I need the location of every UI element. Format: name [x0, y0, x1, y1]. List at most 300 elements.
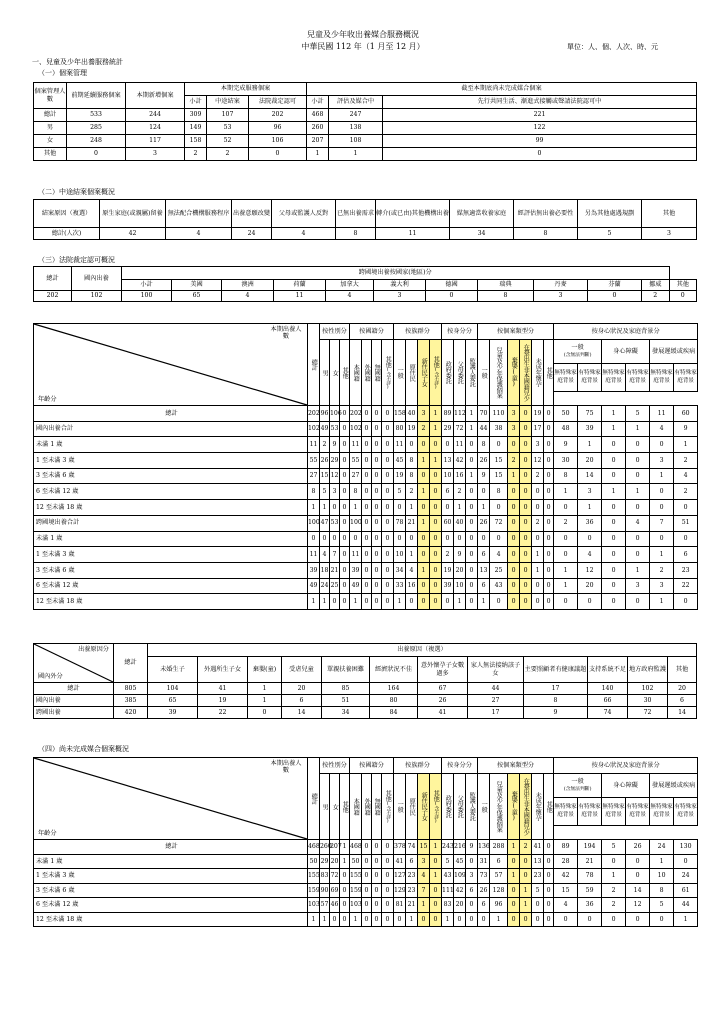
table-cell: 8	[490, 484, 508, 500]
table-cell: 1	[454, 594, 466, 610]
table-cell: 0	[340, 562, 350, 578]
cond-sub-header: 無特殊家庭背景	[554, 364, 578, 392]
table-cell: 19	[198, 695, 248, 707]
table-cell: 未滿 1 歲	[34, 531, 308, 547]
table-cell: 2	[520, 840, 532, 855]
table-cell: 0	[406, 437, 418, 453]
group-ethnicity: 按族群分	[394, 758, 442, 774]
table-cell: 13	[442, 453, 454, 469]
table-cell: 0	[544, 562, 554, 578]
table-cell: 國內出養合計	[34, 421, 308, 437]
table-cell: 0	[454, 912, 466, 927]
table-cell: 0	[418, 594, 430, 610]
country-header: 芬蘭	[588, 280, 642, 291]
table-cell: 158	[185, 135, 207, 148]
cond-delay: 發展遲緩或疾病	[650, 774, 698, 798]
table-cell: 12 至未滿 18 歲	[34, 500, 308, 516]
nationality-header: 無國籍	[372, 774, 382, 840]
table-cell: 0	[372, 437, 382, 453]
table-cell: 1	[350, 594, 362, 610]
identity-header: 監護人委託	[466, 774, 478, 840]
table-cell: 4	[272, 228, 336, 240]
table-cell: 80	[394, 421, 406, 437]
table-cell: 0	[362, 562, 372, 578]
table-cell: 244	[126, 109, 185, 122]
table-cell: 1	[674, 912, 698, 927]
table-cell: 5	[532, 883, 544, 898]
table-cell: 0	[508, 437, 520, 453]
table-cell: 0	[466, 547, 478, 563]
country-header: 美國	[172, 280, 222, 291]
table-cell: 36	[578, 515, 602, 531]
ethnicity-note: (含不詳)	[433, 367, 439, 390]
table-cell: 69	[330, 883, 340, 898]
table-cell: 6	[668, 695, 697, 707]
cond-sub-header: 有特殊家庭背景	[578, 798, 602, 826]
group-sex: 按性別分	[320, 758, 350, 774]
t2-header: 出養意願改變	[232, 200, 272, 228]
table-cell: 19	[442, 562, 454, 578]
table-cell: 0	[626, 854, 650, 869]
table-cell: 3	[650, 578, 674, 594]
table-cell: 1	[520, 898, 532, 913]
col-live: 先行共同生活、漸進式接觸或聲請法院認可中	[383, 96, 697, 109]
table-cell: 202	[249, 109, 307, 122]
table-cell: 0	[442, 531, 454, 547]
table-cell: 11	[350, 437, 362, 453]
table-cell: 0	[362, 912, 372, 927]
table-cell: 4	[650, 421, 674, 437]
table-cell: 140	[588, 683, 628, 695]
table-cell: 57	[320, 898, 330, 913]
table-cell: 0	[330, 594, 340, 610]
table-cell: 248	[67, 135, 126, 148]
type-header: 其他	[544, 340, 554, 406]
table-cell: 4	[166, 228, 232, 240]
table-cell: 0	[544, 594, 554, 610]
table-cell: 2	[642, 291, 670, 302]
table-cell: 0	[372, 912, 382, 927]
table-cell: 0	[382, 453, 394, 469]
col-abroad: 跨國境出養按國家(地區)分	[122, 267, 670, 280]
table-cell: 12	[626, 898, 650, 913]
table-cell: 女	[34, 135, 67, 148]
table-cell: 0	[340, 484, 350, 500]
table-cell: 0	[650, 531, 674, 547]
table-cell: 0	[544, 912, 554, 927]
table-cell: 207	[330, 840, 340, 855]
table-cell: 0	[478, 912, 490, 927]
table-cell: 149	[185, 122, 207, 135]
table-cell: 3	[418, 406, 430, 422]
table-cell: 0	[466, 484, 478, 500]
table-cell: 0	[372, 562, 382, 578]
table-cell: 260	[307, 122, 329, 135]
case-management-table	[33, 82, 697, 161]
col-total: 總計	[34, 267, 72, 291]
table-cell: 20	[454, 562, 466, 578]
table-row	[34, 453, 698, 469]
table-cell: 0	[383, 148, 697, 161]
cond-sub-header: 無特殊家庭背景	[602, 364, 626, 392]
table-cell: 247	[329, 109, 383, 122]
table-cell: 0	[382, 437, 394, 453]
table-cell: 0	[430, 898, 442, 913]
table-cell: 15	[490, 468, 508, 484]
cond-sub-header: 無特殊家庭背景	[650, 798, 674, 826]
table-cell: 72	[330, 869, 340, 884]
sub-1-heading: （一）個案管理	[38, 69, 87, 77]
table-cell: 159	[308, 883, 320, 898]
table-cell: 0	[382, 468, 394, 484]
t2-header: 媒無適當收養家庭	[450, 200, 514, 228]
table-cell: 42	[554, 869, 578, 884]
table-cell: 130	[674, 840, 698, 855]
table-cell: 0	[372, 406, 382, 422]
country-header: 荷蘭	[274, 280, 326, 291]
cond-disability: 身心障礙	[602, 774, 650, 798]
table-cell: 0	[544, 898, 554, 913]
table-cell: 155	[308, 869, 320, 884]
table-cell: 42	[454, 883, 466, 898]
table-cell: 0	[478, 484, 490, 500]
table-cell: 100	[122, 291, 172, 302]
country-header: 德國	[426, 280, 478, 291]
table-cell: 2	[508, 453, 520, 469]
table-cell: 51	[322, 695, 370, 707]
table-cell: 16	[454, 468, 466, 484]
table-cell: 60	[442, 515, 454, 531]
table-cell: 1	[248, 683, 282, 695]
table-cell: 15	[554, 883, 578, 898]
unit-label: 單位：人、個、人次、時、元	[567, 43, 658, 51]
table-cell: 2	[532, 515, 544, 531]
t5-header: 主要照顧者有健康議題	[524, 657, 588, 683]
table-cell: 0	[340, 547, 350, 563]
table-row	[34, 484, 698, 500]
table-cell: 27	[308, 468, 320, 484]
t2-header: 父母或監護人反對	[272, 200, 336, 228]
table-cell: 1	[418, 898, 430, 913]
table-cell: 0	[508, 854, 520, 869]
table-cell: 4	[490, 547, 508, 563]
table-cell: 0	[382, 406, 394, 422]
table-cell: 0	[602, 453, 626, 469]
table-cell: 6	[490, 854, 508, 869]
table-cell: 0	[340, 578, 350, 594]
table-cell: 468	[307, 109, 329, 122]
table-cell: 0	[490, 531, 508, 547]
cond-sub-header: 有特殊家庭背景	[674, 364, 698, 392]
identity-header: 監護人委託	[466, 340, 478, 406]
table-cell: 29	[320, 854, 330, 869]
group-nationality: 按國籍分	[350, 324, 394, 340]
group-identity: 按身分分	[442, 758, 478, 774]
table-cell: 8	[554, 468, 578, 484]
table-cell: 1	[554, 562, 578, 578]
nationality-note: (含不詳)	[385, 367, 391, 390]
table-cell: 111	[442, 883, 454, 898]
table-cell: 51	[674, 515, 698, 531]
table-cell: 40	[406, 406, 418, 422]
country-header: 小計	[122, 280, 172, 291]
table-cell: 70	[478, 406, 490, 422]
table-cell: 13	[478, 562, 490, 578]
table-cell: 8	[478, 291, 534, 302]
table-cell: 72	[454, 421, 466, 437]
table-cell: 0	[394, 500, 406, 516]
table-cell: 0	[508, 531, 520, 547]
cond-general-note: (含無法判斷)	[563, 787, 592, 792]
table-cell: 50	[350, 854, 362, 869]
type-header: 未成年懷孕	[532, 774, 544, 840]
table-cell: 30	[628, 695, 668, 707]
table-cell: 0	[674, 531, 698, 547]
col-eval: 評估及媒合中	[329, 96, 383, 109]
table-cell: 0	[418, 468, 430, 484]
ethnicity-header: 一般	[394, 774, 406, 840]
table-cell: 24	[650, 840, 674, 855]
table-cell: 0	[442, 500, 454, 516]
table-cell: 1	[430, 453, 442, 469]
table-cell: 21	[578, 854, 602, 869]
table-cell: 10	[394, 547, 406, 563]
ethnicity-header: 原住民	[406, 774, 418, 840]
table-cell: 0	[430, 594, 442, 610]
table-cell: 202	[350, 406, 362, 422]
table-cell: 1	[650, 854, 674, 869]
table-cell: 10	[442, 468, 454, 484]
table-cell: 0	[490, 437, 508, 453]
table-cell: 44	[478, 421, 490, 437]
table-cell: 41	[418, 707, 468, 719]
ethnicity-note: (含不詳)	[433, 801, 439, 824]
group-type: 按個案類型分	[478, 758, 554, 774]
table-cell: 0	[532, 578, 544, 594]
table-cell: 43	[442, 869, 454, 884]
table-cell: 0	[430, 515, 442, 531]
sub-4-heading: （四）尚未完成媒合個案概況	[38, 745, 129, 753]
table-cell: 9	[454, 547, 466, 563]
col-court: 法院裁定認可	[249, 96, 307, 109]
table-cell: 117	[126, 135, 185, 148]
table-cell: 53	[330, 421, 340, 437]
table-cell: 0	[362, 840, 372, 855]
table-cell: 83	[320, 869, 330, 884]
table-cell: 1	[478, 594, 490, 610]
table-cell: 100	[308, 515, 320, 531]
table-cell: 0	[508, 883, 520, 898]
identity-header: 政府委託	[442, 340, 454, 406]
table-cell: 102	[308, 421, 320, 437]
table-cell: 122	[383, 122, 697, 135]
table-cell: 19	[394, 468, 406, 484]
table-cell: 0	[554, 500, 578, 516]
table-cell: 124	[126, 122, 185, 135]
corner-bottom: 年齡分	[38, 829, 57, 837]
table-cell: 0	[626, 437, 650, 453]
corner-top: 本期出養人數	[270, 760, 302, 775]
table-row	[34, 515, 698, 531]
table-cell: 108	[329, 135, 383, 148]
table-cell: 0	[602, 500, 626, 516]
table-cell: 3 至未滿 6 歲	[34, 883, 308, 898]
cond-general: 一般 (含無法判斷)	[554, 340, 602, 364]
section-1-heading: 一、兒童及少年出養服務統計	[32, 58, 123, 66]
table-cell: 0	[330, 912, 340, 927]
table-cell: 0	[330, 500, 340, 516]
sex-header: 女	[330, 340, 340, 406]
table-cell: 0	[650, 912, 674, 927]
adoption-reason-table	[33, 643, 697, 719]
table-cell: 55	[350, 453, 362, 469]
nationality-note: (含不詳)	[385, 801, 391, 824]
table-cell: 74	[406, 840, 418, 855]
table-cell: 0	[372, 578, 382, 594]
table-cell: 60	[674, 406, 698, 422]
table-cell: 61	[674, 883, 698, 898]
table-cell: 2	[442, 547, 454, 563]
table-cell: 0	[626, 531, 650, 547]
table-cell: 158	[394, 406, 406, 422]
table-cell: 55	[308, 453, 320, 469]
table-cell: 45	[394, 453, 406, 469]
table-cell: 3 至未滿 6 歲	[34, 468, 308, 484]
table-cell: 0	[520, 500, 532, 516]
t5-header: 意外懷孕子女數過多	[418, 657, 468, 683]
table-cell: 4	[578, 547, 602, 563]
table-cell: 3	[508, 421, 520, 437]
table-cell: 0	[394, 912, 406, 927]
table-cell: 0	[478, 531, 490, 547]
t2-header: 結案原因（複選）	[34, 200, 100, 228]
table-cell: 9	[478, 468, 490, 484]
table-cell: 8	[350, 484, 362, 500]
sub-3-heading: （三）法院裁定認可概況	[38, 256, 115, 264]
table-cell: 8	[650, 883, 674, 898]
table-cell: 10	[650, 869, 674, 884]
table-cell: 2	[185, 148, 207, 161]
group-sex: 按性別分	[320, 324, 350, 340]
table-cell: 100	[350, 515, 362, 531]
table-cell: 0	[382, 840, 394, 855]
table-cell: 5	[626, 406, 650, 422]
table-cell: 0	[382, 515, 394, 531]
table-cell: 0	[426, 291, 478, 302]
table-cell: 34	[394, 562, 406, 578]
table-cell: 2	[454, 484, 466, 500]
table-cell: 1	[307, 148, 329, 161]
table-cell: 1	[532, 547, 544, 563]
table-cell: 102	[72, 291, 122, 302]
table-cell: 38	[490, 421, 508, 437]
table-cell: 0	[466, 453, 478, 469]
table-cell: 207	[307, 135, 329, 148]
group-total: 總計	[308, 324, 320, 406]
table-cell: 0	[544, 578, 554, 594]
identity-header: 父母委託	[454, 774, 466, 840]
table-cell: 17	[524, 683, 588, 695]
table-cell: 4	[326, 291, 374, 302]
table-cell: 44	[674, 898, 698, 913]
table-cell: 9	[554, 437, 578, 453]
table-cell: 1	[602, 869, 626, 884]
type-header: 其他	[544, 774, 554, 840]
table-cell: 0	[362, 500, 372, 516]
table-cell: 0	[340, 912, 350, 927]
table-cell: 0	[67, 148, 126, 161]
table-cell: 129	[394, 883, 406, 898]
table-cell: 1	[430, 421, 442, 437]
table-cell: 0	[602, 515, 626, 531]
table-cell: 0	[382, 594, 394, 610]
table-cell: 2	[554, 515, 578, 531]
table-cell: 男	[34, 122, 67, 135]
table-cell: 2	[320, 437, 330, 453]
table-cell: 0	[532, 594, 544, 610]
table-cell: 1	[340, 854, 350, 869]
table-cell: 22	[674, 578, 698, 594]
table-cell: 2	[650, 562, 674, 578]
table-cell: 3	[642, 228, 697, 240]
table-cell: 0	[430, 883, 442, 898]
table-row	[34, 437, 698, 453]
table-cell: 533	[67, 109, 126, 122]
table-cell: 24	[320, 578, 330, 594]
table-cell: 0	[382, 484, 394, 500]
table-cell: 0	[544, 484, 554, 500]
table-cell: 309	[185, 109, 207, 122]
table-cell: 85	[322, 683, 370, 695]
table-cell: 27	[350, 468, 362, 484]
table-cell: 11	[376, 228, 450, 240]
table-cell: 9	[524, 707, 588, 719]
nationality-header: 本國籍	[350, 340, 362, 406]
table-cell: 0	[362, 869, 372, 884]
corner-top: 本期出養人數	[270, 326, 302, 341]
table-cell: 0	[382, 898, 394, 913]
table-cell: 0	[362, 898, 372, 913]
table-cell: 44	[468, 683, 524, 695]
ethnicity-header: 其他(含不詳)	[430, 340, 442, 406]
table-cell: 2	[207, 148, 249, 161]
table-cell: 29	[330, 453, 340, 469]
table-cell: 0	[466, 594, 478, 610]
type-header: 一般	[478, 340, 490, 406]
table-cell: 34	[322, 707, 370, 719]
table-cell: 0	[544, 453, 554, 469]
table-cell: 81	[394, 898, 406, 913]
corner-bottom: 年齡分	[38, 395, 57, 403]
table-cell: 0	[430, 500, 442, 516]
table-cell: 1	[430, 840, 442, 855]
table-cell: 0	[490, 500, 508, 516]
table-cell: 0	[382, 562, 394, 578]
table-cell: 0	[602, 594, 626, 610]
table-cell: 112	[454, 406, 466, 422]
table-cell: 65	[148, 695, 198, 707]
table-cell: 0	[418, 531, 430, 547]
country-header: 挪威	[642, 280, 670, 291]
table-cell: 未滿 1 歲	[34, 854, 308, 869]
table-cell: 0	[466, 898, 478, 913]
table-cell: 跨國境出養合計	[34, 515, 308, 531]
table-cell: 0	[362, 484, 372, 500]
table-cell: 11	[650, 406, 674, 422]
table-cell: 0	[249, 148, 307, 161]
sex-header: 男	[320, 340, 330, 406]
table-cell: 0	[394, 531, 406, 547]
